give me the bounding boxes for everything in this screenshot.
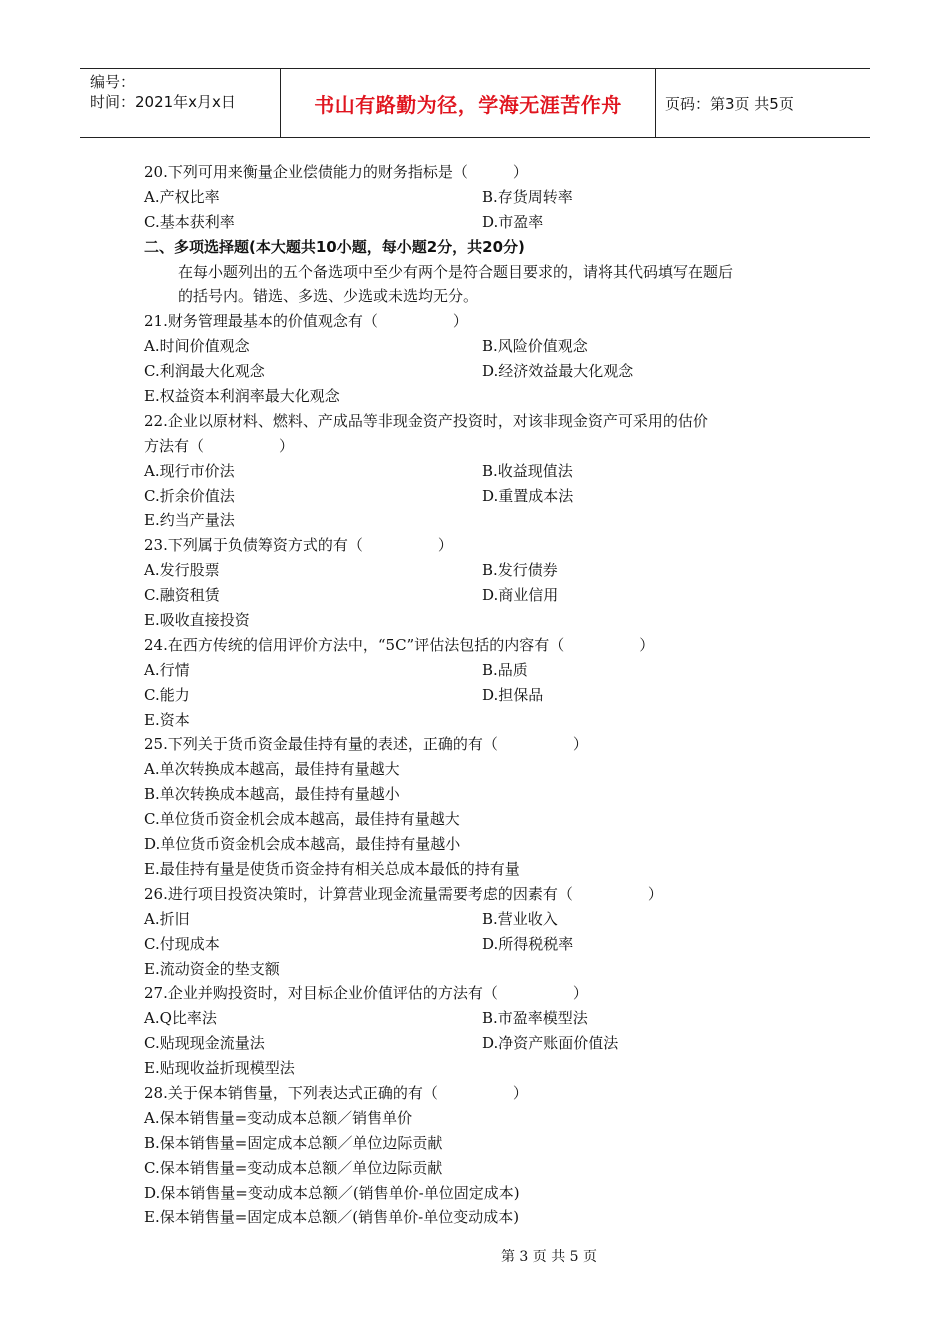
option-right: B.营业收入 — [482, 909, 558, 928]
line-text: C.基本获利率 — [144, 212, 235, 231]
line-text: 23.下列属于负债筹资方式的有（ ） — [144, 536, 453, 555]
option-right: B.风险价值观念 — [482, 337, 588, 356]
text-line — [144, 533, 824, 558]
line-text: 25.下列关于货币资金最佳持有量的表述，正确的有（ ） — [144, 735, 588, 754]
text-line — [144, 160, 824, 185]
text-line — [144, 658, 824, 683]
text-line — [144, 334, 824, 359]
line-text: A.时间价值观念 — [144, 337, 250, 356]
text-line — [144, 359, 824, 384]
section-heading — [144, 235, 824, 260]
page-code: 页码：第3页 共5页 — [665, 94, 794, 113]
line-text: B.保本销售量=固定成本总额／单位边际贡献 — [144, 1133, 443, 1152]
option-right: D.净资产账面价值法 — [482, 1034, 619, 1053]
page-footer — [0, 1246, 950, 1266]
text-line — [144, 1106, 824, 1131]
text-line — [144, 1205, 824, 1230]
line-text: B.单次转换成本越高，最佳持有量越小 — [144, 785, 400, 804]
line-text: A.行情 — [144, 660, 190, 679]
line-text: C.能力 — [144, 685, 190, 704]
header-left-cell — [80, 69, 280, 137]
line-text: C.融资租赁 — [144, 586, 220, 605]
line-text: A.单次转换成本越高，最佳持有量越大 — [144, 760, 400, 779]
line-text: C.单位货币资金机会成本越高，最佳持有量越大 — [144, 810, 460, 829]
option-right: B.品质 — [482, 660, 528, 679]
text-line — [144, 1056, 824, 1081]
text-line — [144, 1081, 824, 1106]
text-line — [144, 558, 824, 583]
line-text: C.保本销售量=变动成本总额／单位边际贡献 — [144, 1158, 443, 1177]
line-text: E.吸收直接投资 — [144, 611, 250, 630]
option-right: B.市盈率模型法 — [482, 1009, 588, 1028]
motto-text: 书山有路勤为径，学海无涯苦作舟 — [314, 92, 622, 117]
text-line — [144, 1131, 824, 1156]
text-line — [144, 683, 824, 708]
text-line — [144, 608, 824, 633]
text-line — [144, 1006, 824, 1031]
line-text: A.现行市价法 — [144, 461, 235, 480]
text-line — [144, 633, 824, 658]
option-right: D.商业信用 — [482, 586, 559, 605]
line-text: E.资本 — [144, 710, 190, 729]
line-text: 28.关于保本销售量，下列表达式正确的有（ ） — [144, 1083, 528, 1102]
text-line — [144, 1031, 824, 1056]
text-line — [144, 210, 824, 235]
option-right: D.经济效益最大化观念 — [482, 362, 634, 381]
line-text: C.折余价值法 — [144, 486, 235, 505]
doc-number-label: 编号： — [90, 73, 136, 91]
text-line — [144, 957, 824, 982]
text-line — [144, 757, 824, 782]
line-text: E.流动资金的垫支额 — [144, 959, 280, 978]
instruction-line — [144, 284, 824, 309]
line-text: 方法有（ ） — [144, 436, 295, 455]
text-line — [144, 882, 824, 907]
line-text: A.Q比率法 — [144, 1009, 217, 1028]
question-body — [144, 160, 824, 1230]
text-line — [144, 857, 824, 882]
doc-date: 时间：2021年x月x日 — [90, 93, 236, 111]
line-text: 二、多项选择题(本大题共10小题，每小题2分，共20分) — [144, 237, 525, 256]
text-line — [144, 981, 824, 1006]
line-text: E.贴现收益折现模型法 — [144, 1059, 295, 1078]
page-header — [80, 68, 870, 138]
text-line — [144, 459, 824, 484]
text-line — [144, 434, 824, 459]
line-text: 27.企业并购投资时，对目标企业价值评估的方法有（ ） — [144, 984, 588, 1003]
option-right: D.市盈率 — [482, 212, 544, 231]
footer-page-number: 第 3 页 共 5 页 — [500, 1249, 598, 1265]
line-text: E.最佳持有量是使货币资金持有相关总成本最低的持有量 — [144, 859, 520, 878]
text-line — [144, 907, 824, 932]
line-text: C.利润最大化观念 — [144, 362, 265, 381]
option-right: D.所得税税率 — [482, 934, 574, 953]
instruction-line — [144, 260, 824, 285]
line-text: 20.下列可用来衡量企业偿债能力的财务指标是（ ） — [144, 163, 528, 181]
text-line — [144, 1156, 824, 1181]
text-line — [144, 732, 824, 757]
text-line — [144, 932, 824, 957]
line-text: 24.在西方传统的信用评价方法中，“5C”评估法包括的内容有（ ） — [144, 635, 655, 654]
line-text: A.产权比率 — [144, 187, 220, 206]
line-text: C.付现成本 — [144, 934, 220, 953]
line-text: 在每小题列出的五个备选项中至少有两个是符合题目要求的，请将其代码填写在题后 — [178, 262, 734, 281]
line-text: E.约当产量法 — [144, 511, 235, 530]
text-line — [144, 782, 824, 807]
line-text: 21.财务管理最基本的价值观念有（ ） — [144, 312, 468, 331]
line-text: D.单位货币资金机会成本越高，最佳持有量越小 — [144, 835, 461, 854]
header-right-cell — [655, 69, 870, 137]
text-line — [144, 484, 824, 509]
text-line — [144, 807, 824, 832]
text-line — [144, 583, 824, 608]
option-right: B.发行债券 — [482, 561, 558, 580]
option-right: D.重置成本法 — [482, 486, 574, 505]
text-line — [144, 832, 824, 857]
line-text: E.保本销售量=固定成本总额／(销售单价-单位变动成本) — [144, 1208, 520, 1227]
header-motto-cell — [280, 69, 656, 137]
option-right: B.收益现值法 — [482, 461, 573, 480]
line-text: 22.企业以原材料、燃料、产成品等非现金资产投资时，对该非现金资产可采用的估价 — [144, 411, 708, 430]
line-text: D.保本销售量=变动成本总额／(销售单价-单位固定成本) — [144, 1183, 520, 1202]
line-text: A.发行股票 — [144, 561, 220, 580]
text-line — [144, 508, 824, 533]
line-text: C.贴现现金流量法 — [144, 1034, 265, 1053]
text-line — [144, 708, 824, 733]
text-line — [144, 1181, 824, 1206]
option-right: D.担保品 — [482, 685, 544, 704]
line-text: E.权益资本利润率最大化观念 — [144, 387, 340, 406]
text-line — [144, 185, 824, 210]
text-line — [144, 409, 824, 434]
line-text: 26.进行项目投资决策时，计算营业现金流量需要考虑的因素有（ ） — [144, 884, 663, 903]
text-line — [144, 309, 824, 334]
option-right: B.存货周转率 — [482, 187, 573, 206]
line-text: A.保本销售量=变动成本总额／销售单价 — [144, 1108, 413, 1127]
line-text: A.折旧 — [144, 909, 190, 928]
text-line — [144, 384, 824, 409]
line-text: 的括号内。错选、多选、少选或未选均无分。 — [178, 287, 479, 306]
